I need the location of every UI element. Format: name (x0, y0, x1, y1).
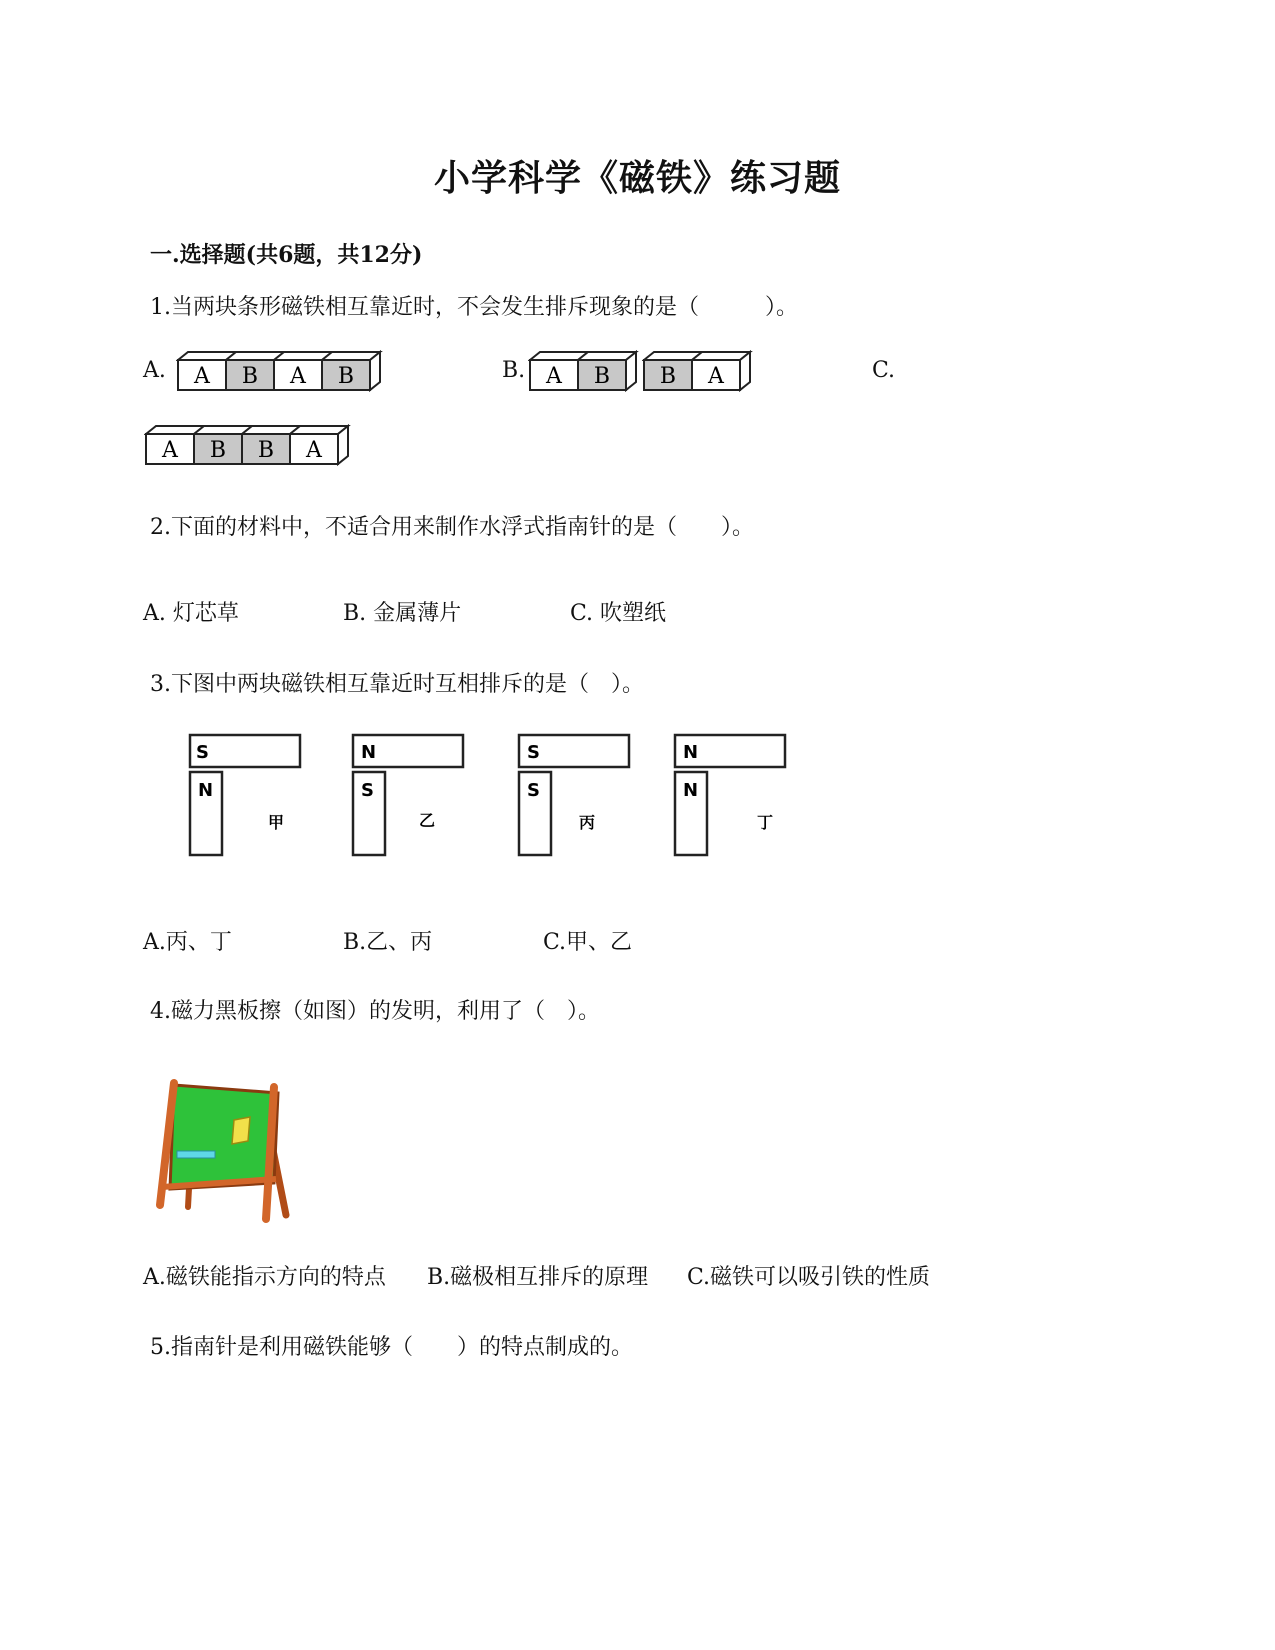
q3-option-b: B.乙、丙 (343, 930, 433, 955)
q2-option-b: B. 金属薄片 (343, 601, 462, 626)
question-2-text: 2.下面的材料中，不适合用来制作水浮式指南针的是（ ）。 (150, 515, 754, 540)
q1-option-a-magnets (176, 348, 396, 396)
q1-option-c-magnets (144, 422, 364, 470)
magnet-pole-label: A (708, 364, 724, 389)
jia-bottom-pole: N (198, 780, 214, 801)
magnet-pole-label: B (241, 364, 259, 389)
figure-ding (675, 735, 785, 855)
bing-top-pole: S (527, 742, 540, 763)
q1-option-b-label: B. (502, 358, 526, 383)
question-5-text: 5.指南针是利用磁铁能够（ ）的特点制成的。 (150, 1335, 633, 1360)
q4-option-a: A.磁铁能指示方向的特点 (143, 1265, 386, 1290)
bing-label: 丙 (579, 813, 596, 832)
q2-option-c: C. 吹塑纸 (570, 601, 667, 626)
figure-bing (519, 735, 629, 855)
figure-yi (353, 735, 463, 855)
ding-label: 丁 (757, 813, 774, 832)
q4-option-b: B.磁极相互排斥的原理 (427, 1265, 649, 1290)
eraser-icon (232, 1117, 250, 1144)
magnet-pole-label: A (546, 364, 562, 389)
q1-option-a-label: A. (143, 358, 166, 383)
bing-bottom-pole: S (527, 780, 540, 801)
magnet-pole-label: A (194, 364, 210, 389)
q3-option-c: C.甲、乙 (543, 930, 633, 955)
jia-label: 甲 (268, 813, 285, 832)
question-3-text: 3.下图中两块磁铁相互靠近时互相排斥的是（ ）。 (150, 672, 644, 697)
magnet-pole-label: B (337, 364, 355, 389)
ding-top-pole: N (683, 742, 699, 763)
magnet-pole-label: A (306, 438, 322, 463)
question-1-text: 1.当两块条形磁铁相互靠近时，不会发生排斥现象的是（ ）。 (150, 295, 798, 320)
q2-option-a: A. 灯芯草 (143, 601, 239, 626)
magnetic-blackboard-image (150, 1075, 300, 1225)
jia-top-pole: S (196, 742, 209, 763)
q1-option-c-label: C. (872, 358, 896, 383)
q3-option-a: A.丙、丁 (143, 930, 232, 955)
yi-label: 乙 (419, 811, 436, 830)
figure-jia (190, 735, 300, 855)
question-4-text: 4.磁力黑板擦（如图）的发明，利用了（ ）。 (150, 999, 600, 1024)
q4-option-c: C.磁铁可以吸引铁的性质 (687, 1265, 931, 1290)
q1-option-b-magnet-left (528, 348, 646, 396)
magnet-pole-label: B (257, 438, 275, 463)
page-title: 小学科学《磁铁》练习题 (433, 157, 841, 199)
yi-bottom-pole: S (361, 780, 374, 801)
ding-bottom-pole: N (683, 780, 699, 801)
magnet-pole-label: B (593, 364, 611, 389)
q3-magnet-diagram (180, 730, 800, 865)
chalk-icon (177, 1151, 215, 1158)
q1-option-b-magnet-right (642, 348, 760, 396)
magnet-pole-label: A (290, 364, 306, 389)
yi-top-pole: N (361, 742, 377, 763)
magnet-pole-label: B (659, 364, 677, 389)
magnet-pole-label: A (162, 438, 178, 463)
section-heading: 一.选择题(共6题，共12分) (150, 242, 423, 268)
magnet-pole-label: B (209, 438, 227, 463)
